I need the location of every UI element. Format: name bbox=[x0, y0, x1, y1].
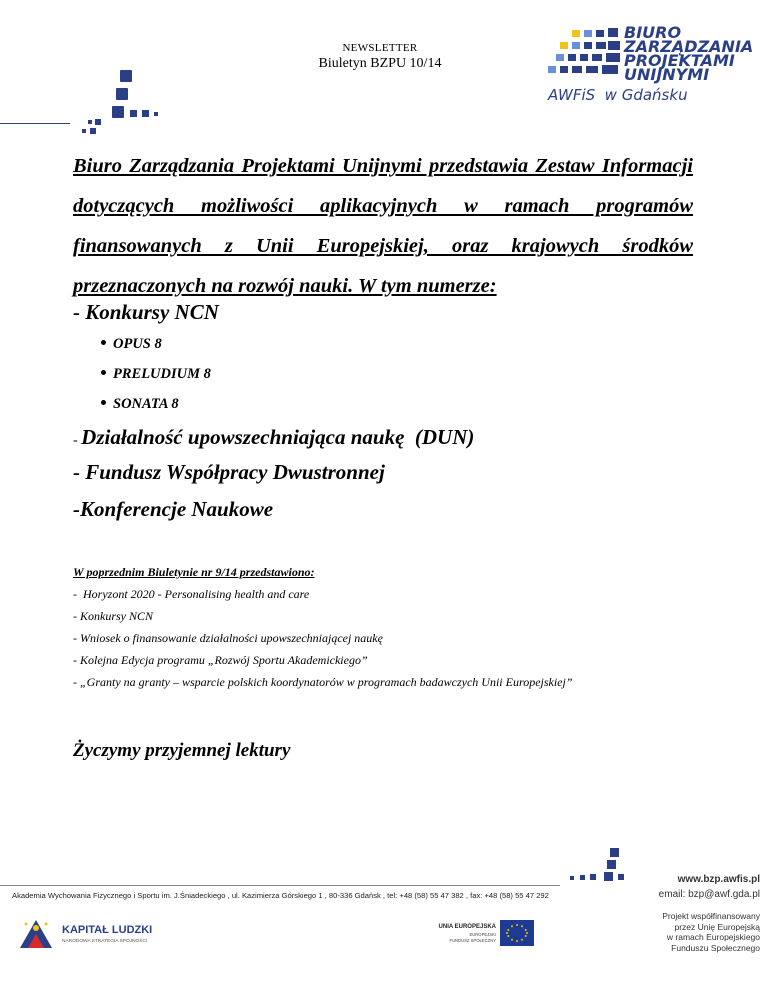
newsletter-label: NEWSLETTER bbox=[342, 42, 418, 54]
previous-item: - „Granty na granty – wsparcie polskich koordynatorów w programach badawczych Unii Europejskiej” bbox=[73, 675, 573, 689]
eu-flag-icon bbox=[500, 920, 534, 946]
section-konkursy-ncn: - Konkursy NCN bbox=[73, 300, 219, 324]
closing-line: Życzymy przyjemnej lektury bbox=[73, 740, 291, 761]
bullet-icon bbox=[101, 400, 106, 405]
bullet-icon bbox=[101, 340, 106, 345]
bullet-icon bbox=[101, 370, 106, 375]
kapital-ludzki-subtitle: NARODOWA STRATEGIA SPÓJNOŚCI bbox=[62, 939, 148, 944]
bzpu-logo-icon bbox=[548, 24, 628, 84]
section-dun: - Działalność upowszechniająca naukę (DUN) bbox=[73, 425, 475, 449]
section-fundusz: - Fundusz Współpracy Dwustronnej bbox=[73, 460, 385, 484]
logo-line-4: UNIJNYMI bbox=[624, 65, 710, 84]
logo-line-2: ZARZĄDZANIA bbox=[624, 37, 754, 56]
kapital-ludzki-title: KAPITAŁ LUDZKI bbox=[62, 924, 153, 936]
header-divider bbox=[0, 123, 70, 124]
eu-title: UNIA EUROPEJSKA bbox=[438, 924, 496, 930]
bullet-item: SONATA 8 bbox=[101, 396, 179, 413]
footer-email-link[interactable]: email: bzp@awf.gda.pl bbox=[658, 889, 760, 900]
bulletin-number: Biuletyn BZPU 10/14 bbox=[318, 56, 442, 71]
footer-website-link[interactable]: www.bzp.awfis.pl bbox=[677, 874, 760, 885]
logo-line-1: BIURO bbox=[624, 23, 682, 42]
footer-cofinanced-note: Projekt współfinansowany przez Unię Europejską w ramach Europejskiego Funduszu Społecznego bbox=[662, 911, 760, 953]
logo-org-name: AWFiS w Gdańsku bbox=[548, 86, 688, 104]
previous-item: - Wniosek o finansowanie działalności upowszechniającej naukę bbox=[73, 631, 383, 645]
header-decoration-icon bbox=[60, 68, 170, 138]
previous-item: - Kolejna Edycja programu „Rozwój Sportu Akademickiego” bbox=[73, 653, 368, 667]
intro-paragraph: Biuro Zarządzania Projektami Unijnymi przedstawia Zestaw Informacji dotyczących możliwości aplikacyjnych w ramach programów finansowanych z Unii Europejskiej, oraz krajowych środków przeznaczonych na rozwój nauki. W tym numerze: bbox=[73, 155, 693, 297]
eu-subtitle: EUROPEJSKI FUNDUSZ SPOŁECZNY bbox=[449, 932, 496, 943]
section-konferencje: -Konferencje Naukowe bbox=[73, 497, 274, 521]
logo-line-3: PROJEKTAMI bbox=[624, 51, 735, 70]
bullet-item: OPUS 8 bbox=[101, 336, 162, 353]
bullet-item: PRELUDIUM 8 bbox=[101, 366, 211, 383]
previous-item: - Horyzont 2020 - Personalising health and care bbox=[73, 587, 310, 601]
previous-item: - Konkursy NCN bbox=[73, 609, 154, 623]
footer-address: Akademia Wychowania Fizycznego i Sportu im. J.Śniadeckiego , ul. Kazimierza Górskiego 1 , 80-336 Gdańsk , tel: +48 (58) 55 47 382 , fax: +48 (58) 55 47 292 bbox=[12, 891, 549, 900]
kapital-ludzki-logo-icon bbox=[14, 914, 58, 954]
footer-divider bbox=[0, 885, 560, 886]
previous-bulletin-heading: W poprzednim Biuletynie nr 9/14 przedstawiono: bbox=[73, 565, 315, 579]
